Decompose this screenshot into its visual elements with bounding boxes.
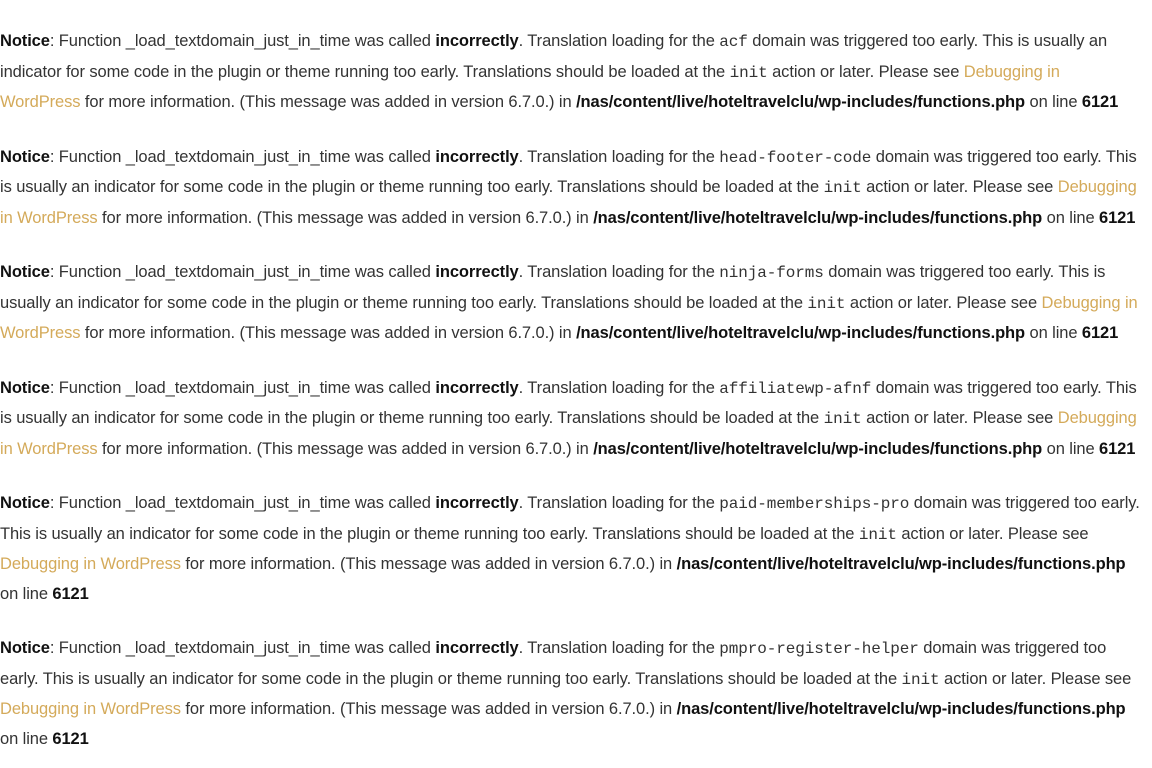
file-path: /nas/content/live/hoteltravelclu/wp-includes/functions.php (593, 439, 1043, 458)
notice-text: : Function _load_textdomain_just_in_time was called (49, 378, 436, 397)
notice-label: Notice (0, 494, 50, 512)
notice-text: . Translation loading for the (518, 263, 720, 281)
textdomain-name: pmpro-register-helper (719, 640, 919, 658)
init-hook: init (729, 63, 768, 82)
textdomain-name: head-footer-code (719, 148, 872, 167)
debugging-link[interactable]: Debugging in WordPress (0, 62, 1060, 111)
line-number: 6121 (1099, 208, 1136, 227)
notice-text: domain was triggered too early. This is usually an indicator for some code in the plugin or theme running too early. Translations should be loaded at the (0, 32, 1108, 81)
notice-text: . Translation loading for the (518, 639, 720, 657)
notice-text: for more information. (This message was added in version 6.7.0.) in (97, 208, 594, 227)
notice-head-footer-code (0, 143, 1140, 234)
notice-acf (0, 27, 1140, 118)
notice-text: for more information. (This message was added in version 6.7.0.) in (180, 700, 677, 718)
textdomain-name: paid-memberships-pro (719, 495, 910, 513)
notice-label: Notice (0, 147, 50, 166)
notice-text: . Translation loading for the (518, 147, 720, 166)
incorrectly-text: incorrectly (435, 639, 519, 657)
notice-text: action or later. Please see (939, 669, 1132, 688)
notice-text: . Translation loading for the (518, 378, 720, 397)
notice-affiliatewp-afnf (0, 374, 1140, 465)
debugging-link[interactable]: Debugging in WordPress (0, 409, 1137, 458)
notice-text: for more information. (This message was added in version 6.7.0.) in (180, 555, 677, 573)
init-hook: init (823, 410, 862, 428)
notice-text: for more information. (This message was added in version 6.7.0.) in (97, 439, 594, 458)
debugging-link[interactable]: Debugging in WordPress (0, 555, 181, 573)
notice-paid-memberships-pro (0, 489, 1140, 609)
notice-label: Notice (0, 32, 50, 50)
notice-text: on line (0, 729, 53, 748)
notice-text: . Translation loading for the (518, 32, 720, 50)
debugging-link[interactable]: Debugging in WordPress (0, 178, 1137, 227)
incorrectly-text: incorrectly (435, 263, 519, 281)
notice-text: domain was triggered too early. This is usually an indicator for some code in the plugin or theme running too early. Translations should be loaded at the (0, 147, 1137, 196)
notice-text: on line (1042, 208, 1100, 227)
notice-text: domain was triggered too early. This is usually an indicator for some code in the plugin or theme running too early. Translations should be loaded at the (0, 494, 1140, 543)
notice-text: action or later. Please see (896, 524, 1089, 543)
textdomain-name: acf (719, 33, 748, 51)
incorrectly-text: incorrectly (435, 147, 519, 166)
notice-text: action or later. Please see (861, 409, 1058, 427)
textdomain-name: ninja-forms (719, 264, 824, 282)
notice-text: action or later. Please see (767, 62, 964, 81)
line-number: 6121 (52, 729, 89, 748)
line-number: 6121 (1081, 93, 1119, 111)
notice-text: . Translation loading for the (518, 494, 720, 512)
notice-text: : Function _load_textdomain_just_in_time was called (49, 32, 436, 50)
file-path: /nas/content/live/hoteltravelclu/wp-includes/functions.php (676, 555, 1126, 573)
notice-label: Notice (0, 378, 50, 397)
file-path: /nas/content/live/hoteltravelclu/wp-includes/functions.php (676, 700, 1126, 718)
file-path: /nas/content/live/hoteltravelclu/wp-includes/functions.php (576, 93, 1026, 111)
notice-text: : Function _load_textdomain_just_in_time was called (49, 147, 436, 166)
line-number: 6121 (1099, 439, 1136, 458)
notice-ninja-forms (0, 258, 1140, 349)
notice-text: on line (1025, 324, 1082, 342)
notice-text: : Function _load_textdomain_just_in_time was called (49, 263, 436, 281)
notice-text: action or later. Please see (845, 293, 1042, 312)
notice-label: Notice (0, 263, 50, 281)
notice-text: on line (1025, 93, 1082, 111)
init-hook: init (807, 294, 846, 313)
notice-pmpro-register-helper (0, 634, 1140, 754)
notice-text: for more information. (This message was added in version 6.7.0.) in (80, 93, 577, 111)
notice-label: Notice (0, 639, 50, 657)
line-number: 6121 (52, 584, 89, 603)
notice-text: action or later. Please see (861, 178, 1058, 196)
file-path: /nas/content/live/hoteltravelclu/wp-includes/functions.php (593, 208, 1043, 227)
textdomain-name: affiliatewp-afnf (719, 379, 872, 398)
debugging-link[interactable]: Debugging in WordPress (0, 293, 1138, 342)
incorrectly-text: incorrectly (435, 32, 519, 50)
init-hook: init (901, 670, 940, 689)
notice-text: domain was triggered too early. This is usually an indicator for some code in the plugin or theme running too early. Translations should be loaded at the (0, 639, 1107, 688)
notice-text: on line (0, 584, 53, 603)
incorrectly-text: incorrectly (435, 378, 519, 397)
notice-text: : Function _load_textdomain_just_in_time was called (49, 494, 436, 512)
notice-text: for more information. (This message was added in version 6.7.0.) in (80, 324, 577, 342)
notice-text: domain was triggered too early. This is usually an indicator for some code in the plugin or theme running too early. Translations should be loaded at the (0, 378, 1137, 427)
notice-text: domain was triggered too early. This is usually an indicator for some code in the plugin or theme running too early. Translations should be loaded at the (0, 263, 1106, 312)
init-hook: init (858, 525, 897, 544)
init-hook: init (823, 179, 862, 197)
file-path: /nas/content/live/hoteltravelclu/wp-includes/functions.php (576, 324, 1026, 342)
notice-text: : Function _load_textdomain_just_in_time was called (49, 639, 436, 657)
debugging-link[interactable]: Debugging in WordPress (0, 700, 181, 718)
incorrectly-text: incorrectly (435, 494, 519, 512)
line-number: 6121 (1081, 324, 1119, 342)
notice-text: on line (1042, 439, 1100, 458)
